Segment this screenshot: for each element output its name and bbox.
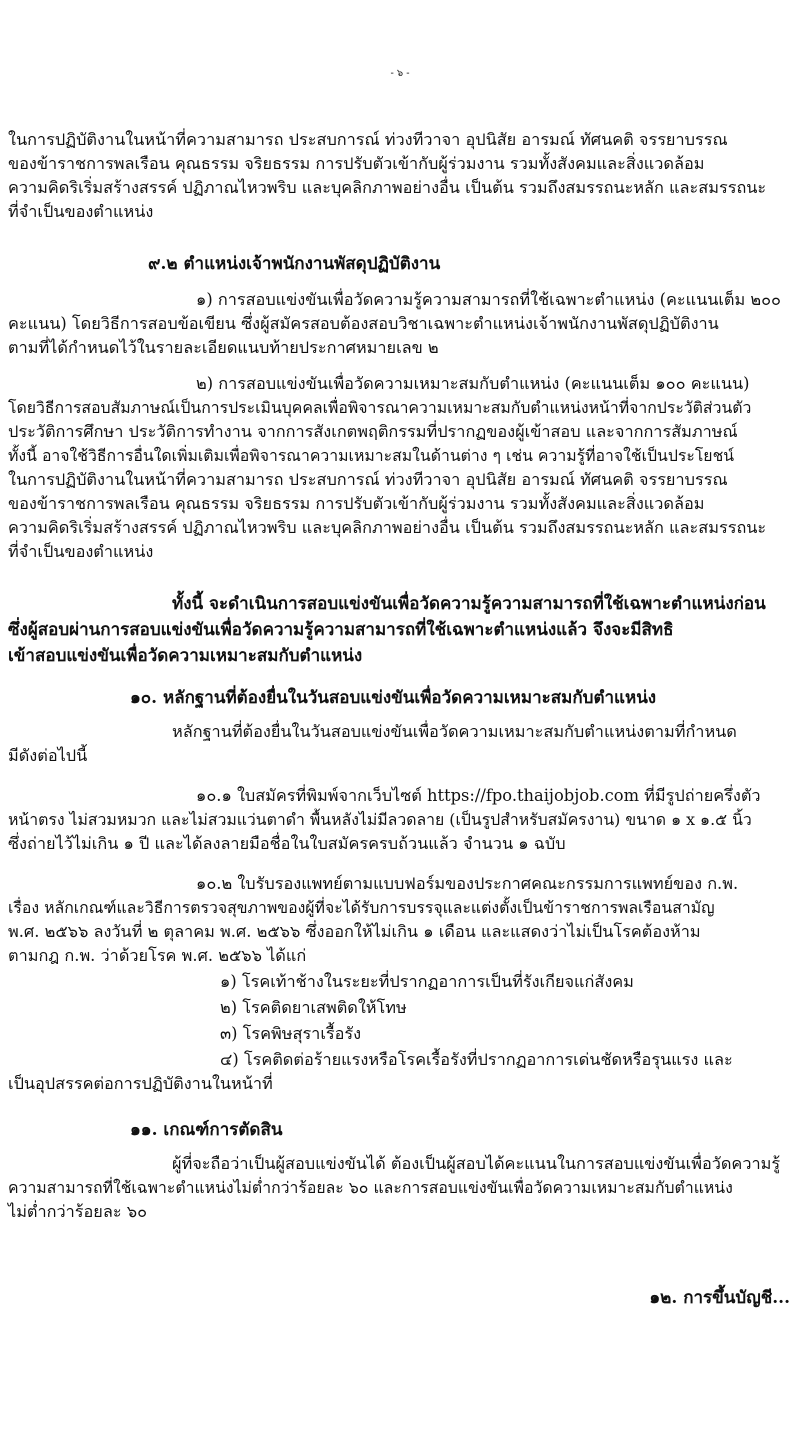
section-heading-10: ๑๐. หลักฐานที่ต้องยื่นในวันสอบแข่งขันเพื่อวัดความเหมาะสมกับตำแหน่ง [130,688,657,708]
paragraph-line: ผู้ที่จะถือว่าเป็นผู้สอบแข่งขันได้ ต้องเป็นผู้สอบได้คะแนนในการสอบแข่งขันเพื่อวัดความรู้ [172,1154,781,1173]
paragraph-line: หลักฐานที่ต้องยื่นในวันสอบแข่งขันเพื่อวัดความเหมาะสมกับตำแหน่งตามที่กำหนด [172,722,737,741]
paragraph-line: คะแนน) โดยวิธีการสอบข้อเขียน ซึ่งผู้สมัครสอบต้องสอบวิชาเฉพาะตำแหน่งเจ้าพนักงานพัสดุปฏิบัติงาน [8,314,719,333]
continuation-marker: ๑๒. การขึ้นบัญชี... [649,1288,790,1308]
paragraph-line: เรื่อง หลักเกณฑ์และวิธีการตรวจสุขภาพของผู้ที่จะได้รับการบรรจุและแต่งตั้งเป็นข้าราชการพลเรือนสามัญ [8,898,715,917]
paragraph-line: ตามกฎ ก.พ. ว่าด้วยโรค พ.ศ. ๒๕๖๖ ได้แก่ [8,946,307,965]
paragraph-line: ของข้าราชการพลเรือน คุณธรรม จริยธรรม การปรับตัวเข้ากับผู้ร่วมงาน รวมทั้งสังคมและสิ่งแวดล้อม [8,494,705,513]
paragraph-line: ซึ่งถ่ายไว้ไม่เกิน ๑ ปี และได้ลงลายมือชื่อในใบสมัครครบถ้วนแล้ว จำนวน ๑ ฉบับ [8,834,566,853]
paragraph-line: ของข้าราชการพลเรือน คุณธรรม จริยธรรม การปรับตัวเข้ากับผู้ร่วมงาน รวมทั้งสังคมและสิ่งแวดล้อม [8,154,705,173]
paragraph-line: ที่จำเป็นของตำแหน่ง [8,202,154,221]
list-item-continuation: เป็นอุปสรรคต่อการปฏิบัติงานในหน้าที่ [8,1074,273,1093]
bold-note-line: ซึ่งผู้สอบผ่านการสอบแข่งขันเพื่อวัดความรู้ความสามารถที่ใช้เฉพาะตำแหน่งแล้ว จึงจะมีสิทธิ [8,620,674,640]
paragraph-line: ทั้งนี้ อาจใช้วิธีการอื่นใดเพิ่มเติมเพื่อพิจารณาความเหมาะสมในด้านต่าง ๆ เช่น ความรู้ที่อาจใช้เป็นประโยชน์ [8,446,735,465]
list-item: ๓) โรคพิษสุราเรื้อรัง [220,1024,362,1043]
paragraph-line: ตามที่ได้กำหนดไว้ในรายละเอียดแนบท้ายประกาศหมายเลข ๒ [8,338,439,357]
paragraph-line: ๑๐.๒ ใบรับรองแพทย์ตามแบบฟอร์มของประกาศคณะกรรมการแพทย์ของ ก.พ. [196,874,739,893]
paragraph-line: ในการปฏิบัติงานในหน้าที่ความสามารถ ประสบการณ์ ท่วงทีวาจา อุปนิสัย อารมณ์ ทัศนคติ จรรยาบรรณ [8,130,728,149]
section-heading-11: ๑๑. เกณฑ์การตัดสิน [130,1120,283,1140]
page-number: - ๖ - [390,68,410,79]
paragraph-line: ที่จำเป็นของตำแหน่ง [8,542,154,561]
paragraph-line: ความคิดริเริ่มสร้างสรรค์ ปฏิภาณไหวพริบ และบุคลิกภาพอย่างอื่น เป็นต้น รวมถึงสมรรถนะหลัก และสมรรถนะ [8,178,767,197]
paragraph-line: ๑) การสอบแข่งขันเพื่อวัดความรู้ความสามารถที่ใช้เฉพาะตำแหน่ง (คะแนนเต็ม ๒๐๐ [196,290,781,309]
paragraph-line: ๑๐.๑ ใบสมัครที่พิมพ์จากเว็บไซต์ https://fpo.thaijobjob.com ที่มีรูปถ่ายครึ่งตัว [196,786,761,805]
paragraph-line: ประวัติการศึกษา ประวัติการทำงาน จากการสังเกตพฤติกรรมที่ปรากฏของผู้เข้าสอบ และจากการสัมภาษณ์ [8,422,738,441]
section-heading-9-2: ๙.๒ ตำแหน่งเจ้าพนักงานพัสดุปฏิบัติงาน [148,254,441,274]
list-item: ๔) โรคติดต่อร้ายแรงหรือโรคเรื้อรังที่ปรากฏอาการเด่นชัดหรือรุนแรง และ [220,1050,733,1069]
paragraph-line: หน้าตรง ไม่สวมหมวก และไม่สวมแว่นตาดำ พื้นหลังไม่มีลวดลาย (เป็นรูปสำหรับสมัครงาน) ขนาด ๑ x ๑.๕ นิ้ว [8,810,752,829]
list-item: ๒) โรคติดยาเสพติดให้โทษ [220,998,407,1017]
paragraph-line: ๒) การสอบแข่งขันเพื่อวัดความเหมาะสมกับตำแหน่ง (คะแนนเต็ม ๑๐๐ คะแนน) [196,374,750,393]
paragraph-line: พ.ศ. ๒๕๖๖ ลงวันที่ ๒ ตุลาคม พ.ศ. ๒๕๖๖ ซึ่งออกให้ไม่เกิน ๑ เดือน และแสดงว่าไม่เป็นโรคต้องห้าม [8,922,701,941]
bold-note-line: เข้าสอบแข่งขันเพื่อวัดความเหมาะสมกับตำแหน่ง [8,646,363,666]
paragraph-line: ในการปฏิบัติงานในหน้าที่ความสามารถ ประสบการณ์ ท่วงทีวาจา อุปนิสัย อารมณ์ ทัศนคติ จรรยาบรรณ [8,470,728,489]
paragraph-line: ความคิดริเริ่มสร้างสรรค์ ปฏิภาณไหวพริบ และบุคลิกภาพอย่างอื่น เป็นต้น รวมถึงสมรรถนะหลัก และสมรรถนะ [8,518,767,537]
list-item: ๑) โรคเท้าช้างในระยะที่ปรากฏอาการเป็นที่รังเกียจแก่สังคม [220,972,634,991]
paragraph-line: มีดังต่อไปนี้ [8,746,88,765]
paragraph-line: ความสามารถที่ใช้เฉพาะตำแหน่งไม่ต่ำกว่าร้อยละ ๖๐ และการสอบแข่งขันเพื่อวัดความเหมาะสมกับตำแหน่ง [8,1178,733,1197]
paragraph-line: โดยวิธีการสอบสัมภาษณ์เป็นการประเมินบุคคลเพื่อพิจารณาความเหมาะสมกับตำแหน่งหน้าที่จากประวัติส่วนตัว [8,398,752,417]
bold-note-line: ทั้งนี้ จะดำเนินการสอบแข่งขันเพื่อวัดความรู้ความสามารถที่ใช้เฉพาะตำแหน่งก่อน [172,594,766,614]
paragraph-line: ไม่ต่ำกว่าร้อยละ ๖๐ [8,1202,148,1221]
